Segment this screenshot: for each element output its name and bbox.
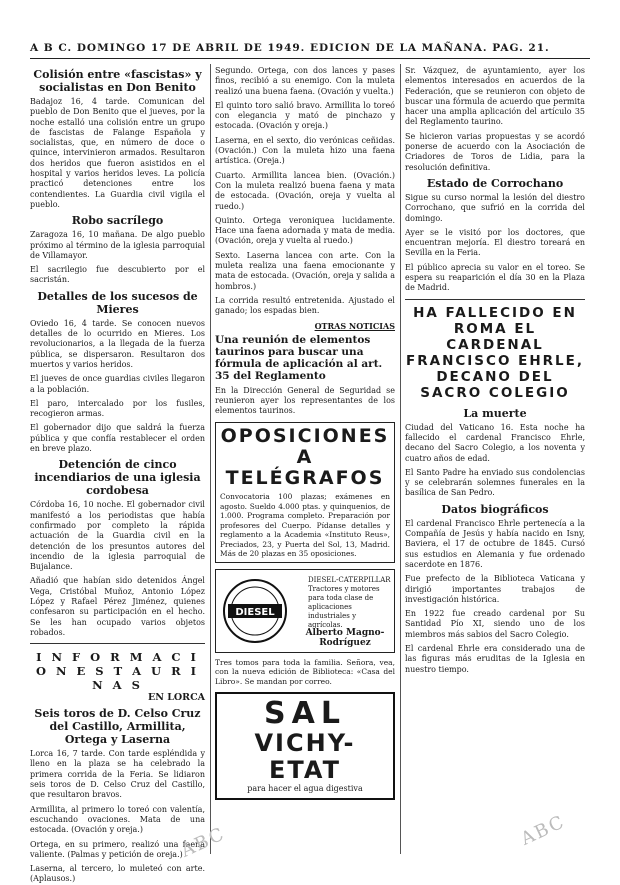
article-text: Sr. Vázquez, de ayuntamiento, ayer los elementos interesados en acuerdos de la Federación, que se reunieron con objeto de buscar una fórmula de acuerdo que permita hacer una amplia aplicación del artículo 35 del Reglamento taurino. xyxy=(405,66,585,127)
ad-title: SAL xyxy=(264,696,346,732)
diesel-logo-text: DIESEL xyxy=(235,606,275,618)
article-text: Cuarto. Armillita lancea bien. (Ovación.) Con la muleta realizó buena faena y mata de estocada. (Ovación, oreja y vuelta al ruedo.) xyxy=(215,170,395,211)
ad-company: Alberto Magno-Rodríguez xyxy=(305,627,385,648)
header-rule xyxy=(30,58,590,59)
column-rule xyxy=(210,64,211,854)
ad-diesel xyxy=(215,569,395,653)
diesel-logo-icon xyxy=(222,578,288,644)
article-text: El quinto toro salió bravo. Armillita lo toreó con elegancia y mató de pinchazo y estocada. (Ovación y oreja.) xyxy=(215,100,395,131)
article-text: Oviedo 16, 4 tarde. Se conocen nuevos detalles de lo ocurrido en Mieres. Los revolucionarios, a la llegada de la fuerza pública, se dispersaron. Resultaron dos muertos y varios heridos. xyxy=(30,318,205,369)
page-header: A B C. DOMINGO 17 DE ABRIL DE 1949. EDICION DE LA MAÑANA. PAG. 21. xyxy=(30,42,550,54)
article-text: Sigue su curso normal la lesión del diestro Corrochano, que sufrió en la corrida del domingo. xyxy=(405,192,585,223)
article-text: Segundo. Ortega, con dos lances y pases finos, recibió a su enemigo. Con la muleta realizó una buena faena. (Ovación y vuelta.) xyxy=(215,66,395,96)
article-text: Armillita, al primero lo toreó con valentía, escuchando ovaciones. Mata de una estocada. (Ovación y oreja.) xyxy=(30,804,205,835)
ad-title: OPOSICIONES xyxy=(220,425,390,448)
ad-text: para hacer el agua digestiva xyxy=(247,784,363,794)
watermark-stamp: ABC xyxy=(517,811,569,850)
otras-noticias-label: OTRAS NOTICIAS xyxy=(314,320,395,331)
ad-text: Tres tomos para toda la familia. Señora, vea, con la nueva edición de Biblioteca: «Casa del Libro». Se mandan por correo. xyxy=(215,657,395,686)
article-text: El paro, intercalado por los fusiles, recogieron armas. xyxy=(30,398,205,419)
article-text: Laserna, al tercero, lo muleteó con arte. (Aplausos.) xyxy=(30,864,205,884)
headline-cardenal: HA FALLECIDO EN ROMA EL CARDENAL FRANCISCO EHRLE, DECANO DEL SACRO COLEGIO xyxy=(406,304,584,401)
section-subtitle: EN LORCA xyxy=(147,692,205,704)
ad-subtitle: A TELÉGRAFOS xyxy=(225,446,385,490)
article-text: Fue prefecto de la Biblioteca Vaticana y dirigió importantes trabajos de investigación histórica. xyxy=(405,574,585,604)
section-title-taurinas: I N F O R M A C I O N E S T A U R I N A S xyxy=(35,650,200,693)
article-text: El Santo Padre ha enviado sus condolencias y se celebrarán solemnes funerales en la basílica de San Pedro. xyxy=(405,467,585,498)
headline-corrochano: Estado de Corrochano xyxy=(426,176,564,190)
article-text: El sacrilegio fue descubierto por el sacristán. xyxy=(30,265,205,285)
ad-text: DIESEL-CATERPILLAR Tractores y motores para toda clase de aplicaciones industriales y agrícolas. xyxy=(308,575,391,629)
column-3 xyxy=(405,66,585,848)
headline-mieres: Detalles de los sucesos de Mieres xyxy=(37,289,198,316)
article-text: El cardenal Ehrle era considerado una de las figuras más eruditas de la Iglesia en nuestro tiempo. xyxy=(405,643,585,674)
article-text: Se hicieron varias propuestas y se acordó ponerse de acuerdo con la Asociación de Criadores de Toros de Lidia, para la resolución definitiva. xyxy=(405,131,585,172)
article-text: La corrida resultó entretenida. Ajustado el ganado; los espadas bien. xyxy=(215,295,395,316)
article-text: Córdoba 16, 10 noche. El gobernador civil manifestó a los periodistas que había confirmado por completo la rápida actuación de la Guardia civil en la detención de los presuntos autores del incendio de la iglesia parroquial de Bujalance. xyxy=(30,500,205,572)
article-text: Ortega, en su primero, realizó una faena valiente. (Palmas y petición de oreja.) xyxy=(30,839,205,859)
article-text: En 1922 fue creado cardenal por Su Santidad Pío XI, siendo uno de los miembros más sabios del Sacro Colegio. xyxy=(405,609,585,639)
article-text: Zaragoza 16, 10 mañana. De algo pueblo próximo al término de la iglesia parroquial de Villamayor. xyxy=(30,230,205,260)
watermark-stamp: ABC xyxy=(177,823,229,862)
ad-oposiciones xyxy=(215,422,395,563)
ad-text: Convocatoria 100 plazas; exámenes en agosto. Sueldo 4.000 ptas. y quinquenios, de 1.000. Programa completo. Preparación por profesores del Cuerpo. Pídanse detalles y reglamento a la Academia «Instituto Reus», Preciados, 23, y Puerta del Sol, 13, Madrid. Más de 20 plazas en 35 oposiciones. xyxy=(220,492,390,559)
article-text: Badajoz 16, 4 tarde. Comunican del pueblo de Don Benito que el jueves, por la noche estalló una colisión entre un grupo de fascistas de Falange Española y socialistas, que, en número de doce o quince, intervinieron armados. Resultaron dos heridos que fueron asistidos en el hospital y varios heridos leves. La policía practicó detenciones entre los contendientes. La Guardia civil vigila el pueblo. xyxy=(30,97,205,209)
article-text: Lorca 16, 7 tarde. Con tarde espléndida y lleno en la plaza se ha celebrado la primera corrida de la Feria. Se lidiaron seis toros de D. Celso Cruz del Castillo, que resultaron bravos. xyxy=(30,749,205,800)
article-text: Ayer se le visitó por los doctores, que encuentran mejoría. El diestro toreará en Sevilla en la Feria. xyxy=(405,227,585,258)
article-text: Añadió que habían sido detenidos Ángel Vega, Cristóbal Muñoz, Antonio López López y Rafael Pérez Jiménez, quienes confesaron su participación en el hecho. Se les han ocupado varios objetos robados. xyxy=(30,576,205,637)
headline-detencion: Detención de cinco incendiarios de una iglesia cordobesa xyxy=(34,458,201,498)
article-text: Sexto. Laserna lancea con arte. Con la muleta realiza una faena emocionante y mata de estocada. (Ovación, oreja y salida a hombros.) xyxy=(215,250,395,291)
subhead-datos: Datos biográficos xyxy=(441,502,549,516)
article-text: El gobernador dijo que saldrá la fuerza pública y que confía restablecer el orden en breve plazo. xyxy=(30,423,205,454)
article-text: En la Dirección General de Seguridad se reunieron ayer los representantes de los elementos taurinos. xyxy=(215,385,395,416)
headline-colision: Colisión entre «fascistas» y socialistas en Don Benito xyxy=(33,68,202,94)
ad-subtitle: VICHY-ETAT xyxy=(254,729,356,785)
headline-seis-toros: Seis toros de D. Celso Cruz del Castillo, Armillita, Ortega y Laserna xyxy=(34,707,201,747)
column-2 xyxy=(215,66,395,848)
subhead-muerte: La muerte xyxy=(463,406,527,420)
article-text: Quinto. Ortega veroniquea lucidamente. Hace una faena adornada y mata de media. (Ovación, oreja y vuelta al ruedo.) xyxy=(215,215,395,246)
column-rule xyxy=(400,64,401,854)
headline-reunion: Una reunión de elementos taurinos para buscar una fórmula de aplicación al art. 35 del Reglamento xyxy=(215,333,383,382)
article-text: El cardenal Francisco Ehrle pertenecía a la Compañía de Jesús y había nacido en Isny, Baviera, el 17 de octubre de 1845. Cursó sus estudios en Alemania y fue ordenado sacerdote en 1876. xyxy=(405,518,585,569)
article-text: El público aprecia su valor en el toreo. Se espera su reaparición el día 30 en la Plaza de Madrid. xyxy=(405,262,585,293)
section-divider xyxy=(30,643,205,644)
section-divider xyxy=(405,299,585,300)
headline-robo: Robo sacrílego xyxy=(71,214,164,228)
ad-sal-vichy xyxy=(215,692,395,800)
article-text: El jueves de once guardias civiles llegaron a la población. xyxy=(30,374,205,394)
article-text: Laserna, en el sexto, dio verónicas ceñidas. (Ovación.) Con la muleta hizo una faena artística. (Oreja.) xyxy=(215,135,395,166)
article-text: Ciudad del Vaticano 16. Esta noche ha fallecido el cardenal Francisco Ehrle, decano del Sacro Colegio, a los noventa y cuatro años de edad. xyxy=(405,422,585,463)
